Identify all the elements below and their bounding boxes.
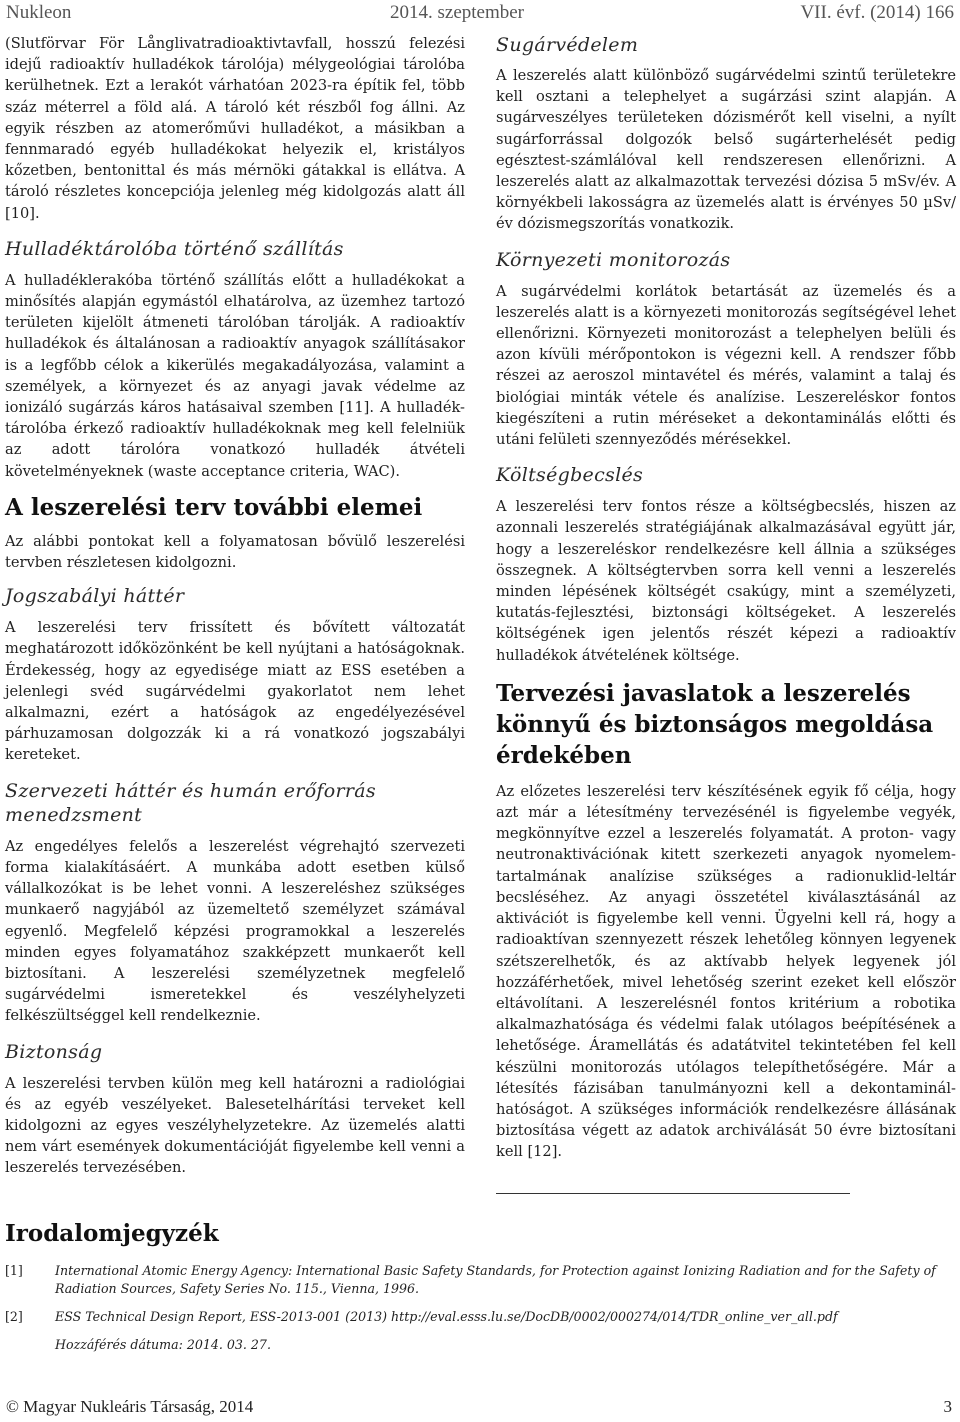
heading-plan-elements: A leszerelési terv további elemei xyxy=(5,493,423,521)
right-column xyxy=(496,33,956,1163)
page-footer xyxy=(0,1392,960,1420)
column-end-divider xyxy=(496,1193,850,1194)
environmental-monitoring-paragraph: A sugárvédelmi korlátok betartását az üzemelés és a leszerelés alatt is a környezeti monitorozás segítségével lehet ellenőrizni. Környezeti monitorozást a telephelyen belüli és azon kívüli mérőpontokon is végezni kell. A rendszer főbb részei az aeroszol mintavétel és mérés, valamint a talaj és biológiai minták vétele és analízise. Leszereléskor fontos kiegészíteni a rutin méréseket a dekontaminálás előtti és utáni felületi szennyeződés mérésekkel. xyxy=(496,282,956,449)
volume-info: VII. évf. (2014) 166 xyxy=(800,2,954,23)
design-proposals-paragraph: Az előzetes leszerelési terv készítésének egyik fő célja, hogy azt már a létesítmény tervezésénél is figyelembe vegyék, megkönnyítve ezzel a leszerelés folyamatát. A proton- vagy neutronaktivációnak kitett szerkezeti anyagok nyomelem-tartalmának analízise szükséges a radionuklid-leltár becsléséhez. Az anyagi összetétel kiválasztásánál az aktivációt is figyelembe kell venni. Ügyelni kell rá, hogy a radioaktívan szennyezett részek lehetőleg könnyen legyenek szétszerelhetők, és az aktívabb helyek legyenek jól hozzáférhetőek, mivel lehetőség szerint ezeket kell először eltávolítani. A leszerelésnél fontos kritérium a robotika alkalmazhatósága és védelmi falak utólagos beépítésének a lehetősége. Áramellátás és adatátvitel tekintetében fel kell készülni monitorozás utólagos telepíthetőségére. Már a létesítés fázisában tanulmányozni kell a dekontaminál-hatóságot. A szükséges információk rendelkezésre állásának biztosítása végett az adatok archiválását 50 évre biztosítani kell [12]. xyxy=(496,782,956,1161)
intro-paragraph: (Slutförvar För Långlivatradioaktivtavfall, hosszú felezési idejű radioaktív hulladékok tárolója) mélygeológiai tárolóba kerülhetnek. Ezt a lerakót várhatóan 2023-ra építik fel, több száz méterrel a föld alá. A tároló két részből fog állni. Az egyik részben az atomerőművi hulladékot, a másikban a fennmaradó egyéb hulladékokat helyezik el, kristályos kőzetben, bentonittal és más mérnöki gátakkal is ellátva. A tároló részletes koncepciója jelenleg még kidolgozás alatt áll [10]. xyxy=(5,35,465,222)
page-header xyxy=(0,0,960,28)
reference-access-date: Hozzáférés dátuma: 2014. 03. 27. xyxy=(55,1337,271,1352)
heading-transport: Hulladéktárolóba történő szállítás xyxy=(5,237,344,260)
references-title: Irodalomjegyzék xyxy=(5,1220,219,1247)
copyright-text: © Magyar Nukleáris Társaság, 2014 xyxy=(6,1397,254,1416)
reference-item xyxy=(5,1308,955,1326)
heading-safety: Biztonság xyxy=(5,1040,103,1063)
journal-name: Nukleon xyxy=(6,2,72,23)
safety-paragraph: A leszerelési tervben külön meg kell határozni a radiológiai és az egyéb veszélyeket. Balesetelhárítási terveket kell kidolgozni az egyes veszélyhelyzetekre. Az üzemelés alatti nem várt események dokumentációját figyelembe kell venni a leszerelés tervezésében. xyxy=(5,1074,465,1177)
heading-legal: Jogszabályi háttér xyxy=(5,585,185,608)
organization-paragraph: Az engedélyes felelős a leszerelést végrehajtó szervezeti forma kialakításáért. A munkába adott esetben külső vállalkozókat is be lehet vonni. A leszereléshez szükséges munkaerő nagyjából az üzemeltető személyzet számával egyenlő. Megfelelő képzési programokkal a leszerelés minden egyes folyamatához szakképzett munkaerőt kell biztosítani. A leszerelési személyzetnek megfelelő sugárvédelmi ismeretekkel és veszélyhelyzeti felkészültséggel kell rendelkeznie. xyxy=(5,837,465,1025)
page-number: 3 xyxy=(943,1397,952,1416)
radiation-protection-paragraph: A leszerelés alatt különböző sugárvédelmi szintű területekre kell osztani a telephelyet a sugárzási szint alapján. A sugárveszélyes területeken dózismérőt kell viselni, a nyílt sugárforrással dolgozók belső sugárterhelését pedig egésztest-számlálóval kell rendszeresen ellenőrizni. A leszerelés alatt az alkalmazottak tervezési dózisa 5 mSv/év. A környékbeli lakosságra az üzemelés alatt is érvényes 50 µSv/év dózismegszorítás vonatkozik. xyxy=(496,67,956,233)
reference-number: [2] xyxy=(5,1309,23,1324)
heading-design-proposals: Tervezési javaslatok a leszerelés könnyű és biztonságos megoldása érdekében xyxy=(496,679,934,769)
issue-date: 2014. szeptember xyxy=(390,2,525,23)
legal-paragraph: A leszerelési terv frissített és bővített változatát meghatározott időközönként be kell nyújtani a hatóságoknak. Érdekesség, hogy az egyedisége miatt az ESS esetében a jelenlegi svéd sugárvédelmi gyakorlatot nem lehet alkalmazni, ezért a hatóságok az engedélyezésével párhuzamosan dolgozzák ki a rá vonatkozó jogszabályi kereteket. xyxy=(5,619,465,764)
cost-estimation-paragraph: A leszerelési terv fontos része a költségbecslés, hiszen az azonnali leszerelés stratégiájának alkalmazásával együtt jár, hogy a leszereléskor rendelkezésre kell állnia a szükséges összegnek. A költségtervben sorra kell venni a leszerelés minden lépésének költségét csakúgy, mint a személyzeti, kutatás-fejlesztési, biztonsági költségeket. A leszerelés költségének igen jelentős részét képezi a radioaktív hulladékok átvételének költsége. xyxy=(496,498,956,664)
plan-paragraph: Az alábbi pontokat kell a folyamatosan bővülő leszerelési tervben részletesen kidolgozni. xyxy=(5,532,465,572)
heading-radiation-protection: Sugárvédelem xyxy=(496,34,639,56)
reference-text: International Atomic Energy Agency: International Basic Safety Standards, for Protection against Ionizing Radiation and for the Safety of Radiation Sources, Safety Series No. 115., Vienna, 1996. xyxy=(55,1263,936,1296)
reference-text: ESS Technical Design Report, ESS-2013-001 (2013) http://eval.esss.lu.se/DocDB/0002/000274/014/TDR_online_ver_all.pdf xyxy=(55,1309,838,1324)
transport-paragraph: A hulladéklerakóba történő szállítás előtt a hulladékokat a minősítés alapján egymástól elhatárolva, az üzemhez tartozó területen kijelölt átmeneti tárolóban tárolják. A radioaktív hulladékok és általánosan a radioaktív anyagok szállításakor is a legfőbb célok a kikerülés megakadályozása, valamint a személyek, a környezet és az anyagi javak védelme az ionizáló sugárzás káros hatásaival szemben [11]. A hulladék-tárolóba érkező radioaktív hulladékoknak meg kell felelniük az adott tárolóra vonatkozó hulladék átvételi követelményeknek (waste acceptance criteria, WAC). xyxy=(5,271,465,480)
left-column xyxy=(5,33,465,1179)
heading-environmental-monitoring: Környezeti monitorozás xyxy=(496,248,731,271)
heading-cost-estimation: Költségbecslés xyxy=(496,464,644,487)
heading-organization: Szervezeti háttér és humán erőforrás menedzsment xyxy=(5,779,376,826)
reference-item xyxy=(5,1262,955,1298)
references-section xyxy=(5,1218,955,1354)
reference-number: [1] xyxy=(5,1263,23,1278)
